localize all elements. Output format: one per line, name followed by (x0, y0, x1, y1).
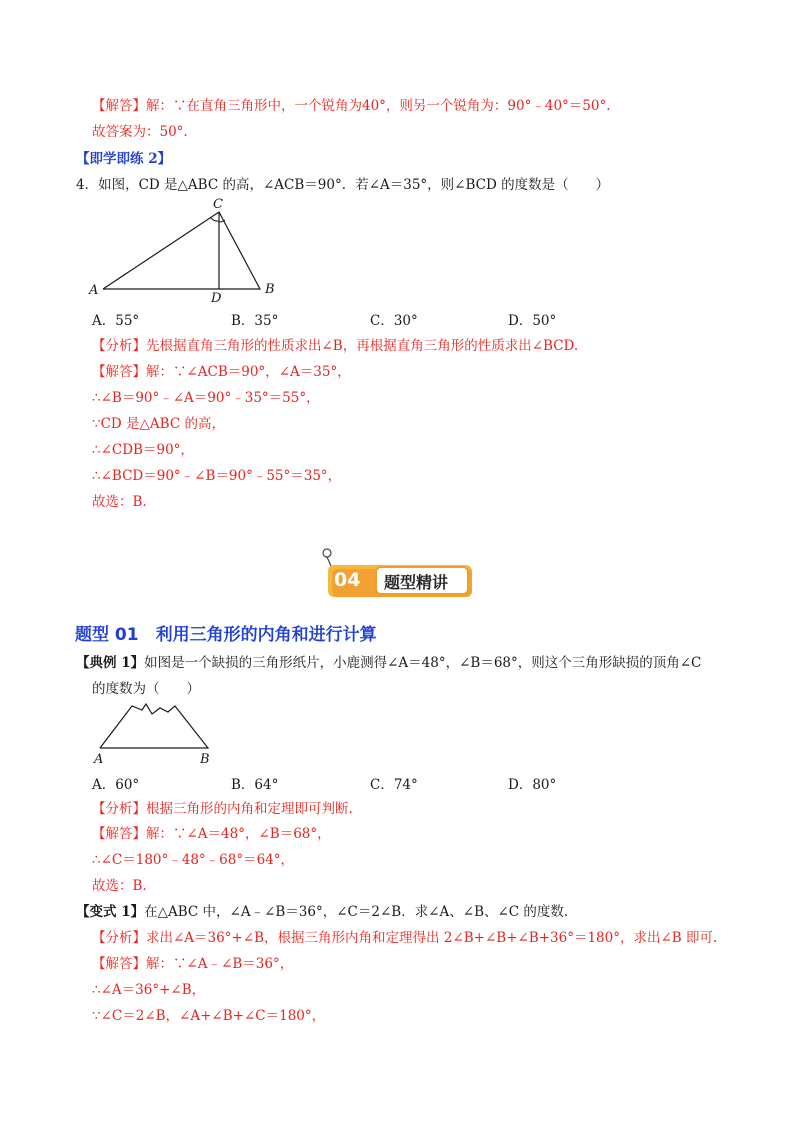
option-b: B．35° (231, 313, 279, 329)
solution-line: 故选：B. (92, 878, 147, 894)
question-4-stem: 4．如图，CD 是△ABC 的高，∠ACB＝90°．若∠A＝35°，则∠BCD 的度数是（ ） (76, 177, 610, 193)
broken-triangle (100, 704, 208, 748)
solution-line: ∴∠BCD＝90°﹣∠B＝90°﹣55°＝35°， (92, 468, 342, 484)
label-a: A (89, 283, 99, 298)
example-label: 【典例 1】 (76, 655, 145, 671)
option-b: B．64° (231, 777, 279, 793)
variant-1-stem (76, 902, 568, 922)
analysis: 【分析】根据三角形的内角和定理即可判断. (92, 801, 353, 817)
banner-title: 题型精讲 (384, 573, 449, 592)
section-banner (326, 561, 474, 599)
solution-line: ∴∠C＝180°﹣48°﹣68°＝64°， (92, 852, 295, 868)
option-a: A．60° (92, 777, 140, 793)
solution-line: 故选：B. (92, 494, 147, 510)
label-a: A (94, 752, 104, 767)
label-c: C (213, 197, 223, 212)
example-stem-line1: 如图是一个缺损的三角形纸片，小鹿测得∠A＝48°，∠B＝68°，则这个三角形缺损的顶角∠C (144, 655, 702, 671)
variant-label: 【变式 1】 (76, 904, 145, 920)
example-stem-line2: 的度数为（ ） (92, 681, 200, 697)
option-d: D．50° (508, 313, 557, 329)
option-d: D．80° (508, 777, 557, 793)
solution-line: 【解答】解：∵∠A﹣∠B＝36°， (92, 956, 294, 972)
label-b: B (265, 282, 275, 297)
option-c: C．74° (370, 777, 418, 793)
triangle-abc (103, 212, 260, 289)
solution-line: 【解答】解：∵∠A＝48°，∠B＝68°， (92, 826, 331, 842)
solution-line: ∵CD 是△ABC 的高， (92, 416, 225, 432)
solution-line: ∵∠C＝2∠B，∠A+∠B+∠C＝180°， (92, 1008, 326, 1024)
option-c: C．30° (370, 313, 418, 329)
label-d: D (211, 291, 222, 306)
analysis: 【分析】求出∠A＝36°+∠B，根据三角形内角和定理得出 2∠B+∠B+∠B+36°＝180°，求出∠B 即可. (92, 930, 718, 946)
section-title: 题型 01 利用三角形的内角和进行计算 (75, 625, 377, 645)
solution-line: ∴∠B＝90°﹣∠A＝90°﹣35°＝55°， (92, 390, 320, 406)
example-1-stem (76, 653, 701, 673)
banner-number: 04 (334, 569, 361, 591)
angle-mark (211, 218, 219, 221)
answer-line: 【解答】解：∵在直角三角形中，一个锐角为40°，则另一个锐角为：90°﹣40°＝50°. (92, 98, 611, 114)
answer-result: 故答案为：50°. (92, 124, 188, 140)
analysis: 【分析】先根据直角三角形的性质求出∠B，再根据直角三角形的性质求出∠BCD. (92, 338, 579, 354)
triangle-figure-q4 (85, 196, 295, 306)
practice-heading: 【即学即练 2】 (76, 151, 172, 167)
solution-line: ∴∠CDB＝90°， (92, 442, 194, 458)
solution-line: ∴∠A＝36°+∠B， (92, 982, 206, 998)
broken-triangle-figure (90, 700, 220, 770)
variant-stem: 在△ABC 中，∠A﹣∠B＝36°，∠C＝2∠B．求∠A、∠B、∠C 的度数. (144, 904, 569, 920)
option-a: A．55° (92, 313, 140, 329)
label-b: B (200, 752, 210, 767)
solution-line: 【解答】解：∵∠ACB＝90°，∠A＝35°， (92, 364, 351, 380)
